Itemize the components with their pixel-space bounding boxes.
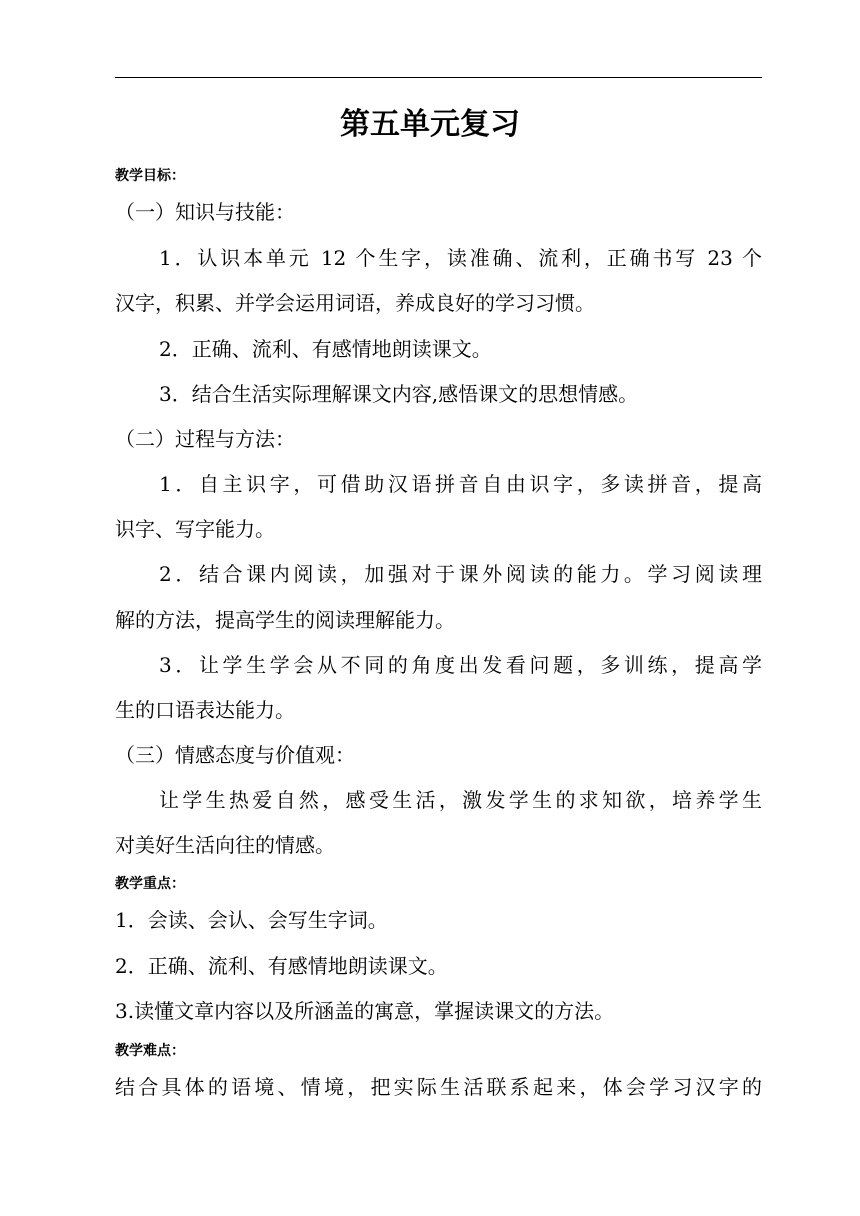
key-point-1: 1．会读、会认、会写生字词。 xyxy=(115,908,388,932)
difficulties-label: 教学难点： xyxy=(115,1043,185,1059)
key-point-3: 3.读懂文章内容以及所涵盖的寓意，掌握读课文的方法。 xyxy=(115,999,615,1023)
knowledge-item-2: 2．正确、流利、有感情地朗读课文。 xyxy=(159,337,492,361)
knowledge-item-1-line-2: 汉字，积累、并学会运用词语，养成良好的学习习惯。 xyxy=(115,291,595,315)
process-item-1-line-2: 识字、写字能力。 xyxy=(115,517,275,541)
process-item-2-line-1: 2．结合课内阅读，加强对于课外阅读的能力。学习阅读理 xyxy=(159,562,762,586)
knowledge-item-3: 3．结合生活实际理解课文内容,感悟课文的思想情感。 xyxy=(159,382,639,406)
knowledge-item-1-line-1: 1．认识本单元 12 个生字，读准确、流利，正确书写 23 个 xyxy=(159,246,762,270)
key-points-label: 教学重点： xyxy=(115,876,185,892)
process-item-1-line-1: 1．自主识字，可借助汉语拼音自由识字，多读拼音，提高 xyxy=(159,472,762,496)
process-item-3-line-1: 3．让学生学会从不同的角度出发看问题，多训练，提高学 xyxy=(159,653,762,677)
emotion-heading: （三）情感态度与价值观： xyxy=(115,743,355,767)
difficulty-line-1: 结合具体的语境、情境，把实际生活联系起来，体会学习汉字的 xyxy=(115,1075,762,1099)
key-point-2: 2．正确、流利、有感情地朗读课文。 xyxy=(115,954,448,978)
emotion-line-2: 对美好生活向往的情感。 xyxy=(115,833,335,857)
objectives-label: 教学目标： xyxy=(115,168,185,184)
process-heading: （二）过程与方法： xyxy=(115,427,295,451)
page-title: 第五单元复习 xyxy=(340,107,520,142)
emotion-line-1: 让学生热爱自然，感受生活，激发学生的求知欲，培养学生 xyxy=(159,788,762,812)
process-item-2-line-2: 解的方法，提高学生的阅读理解能力。 xyxy=(115,608,455,632)
header-rule xyxy=(115,77,762,78)
process-item-3-line-2: 生的口语表达能力。 xyxy=(115,698,295,722)
knowledge-heading: （一）知识与技能： xyxy=(115,200,295,224)
